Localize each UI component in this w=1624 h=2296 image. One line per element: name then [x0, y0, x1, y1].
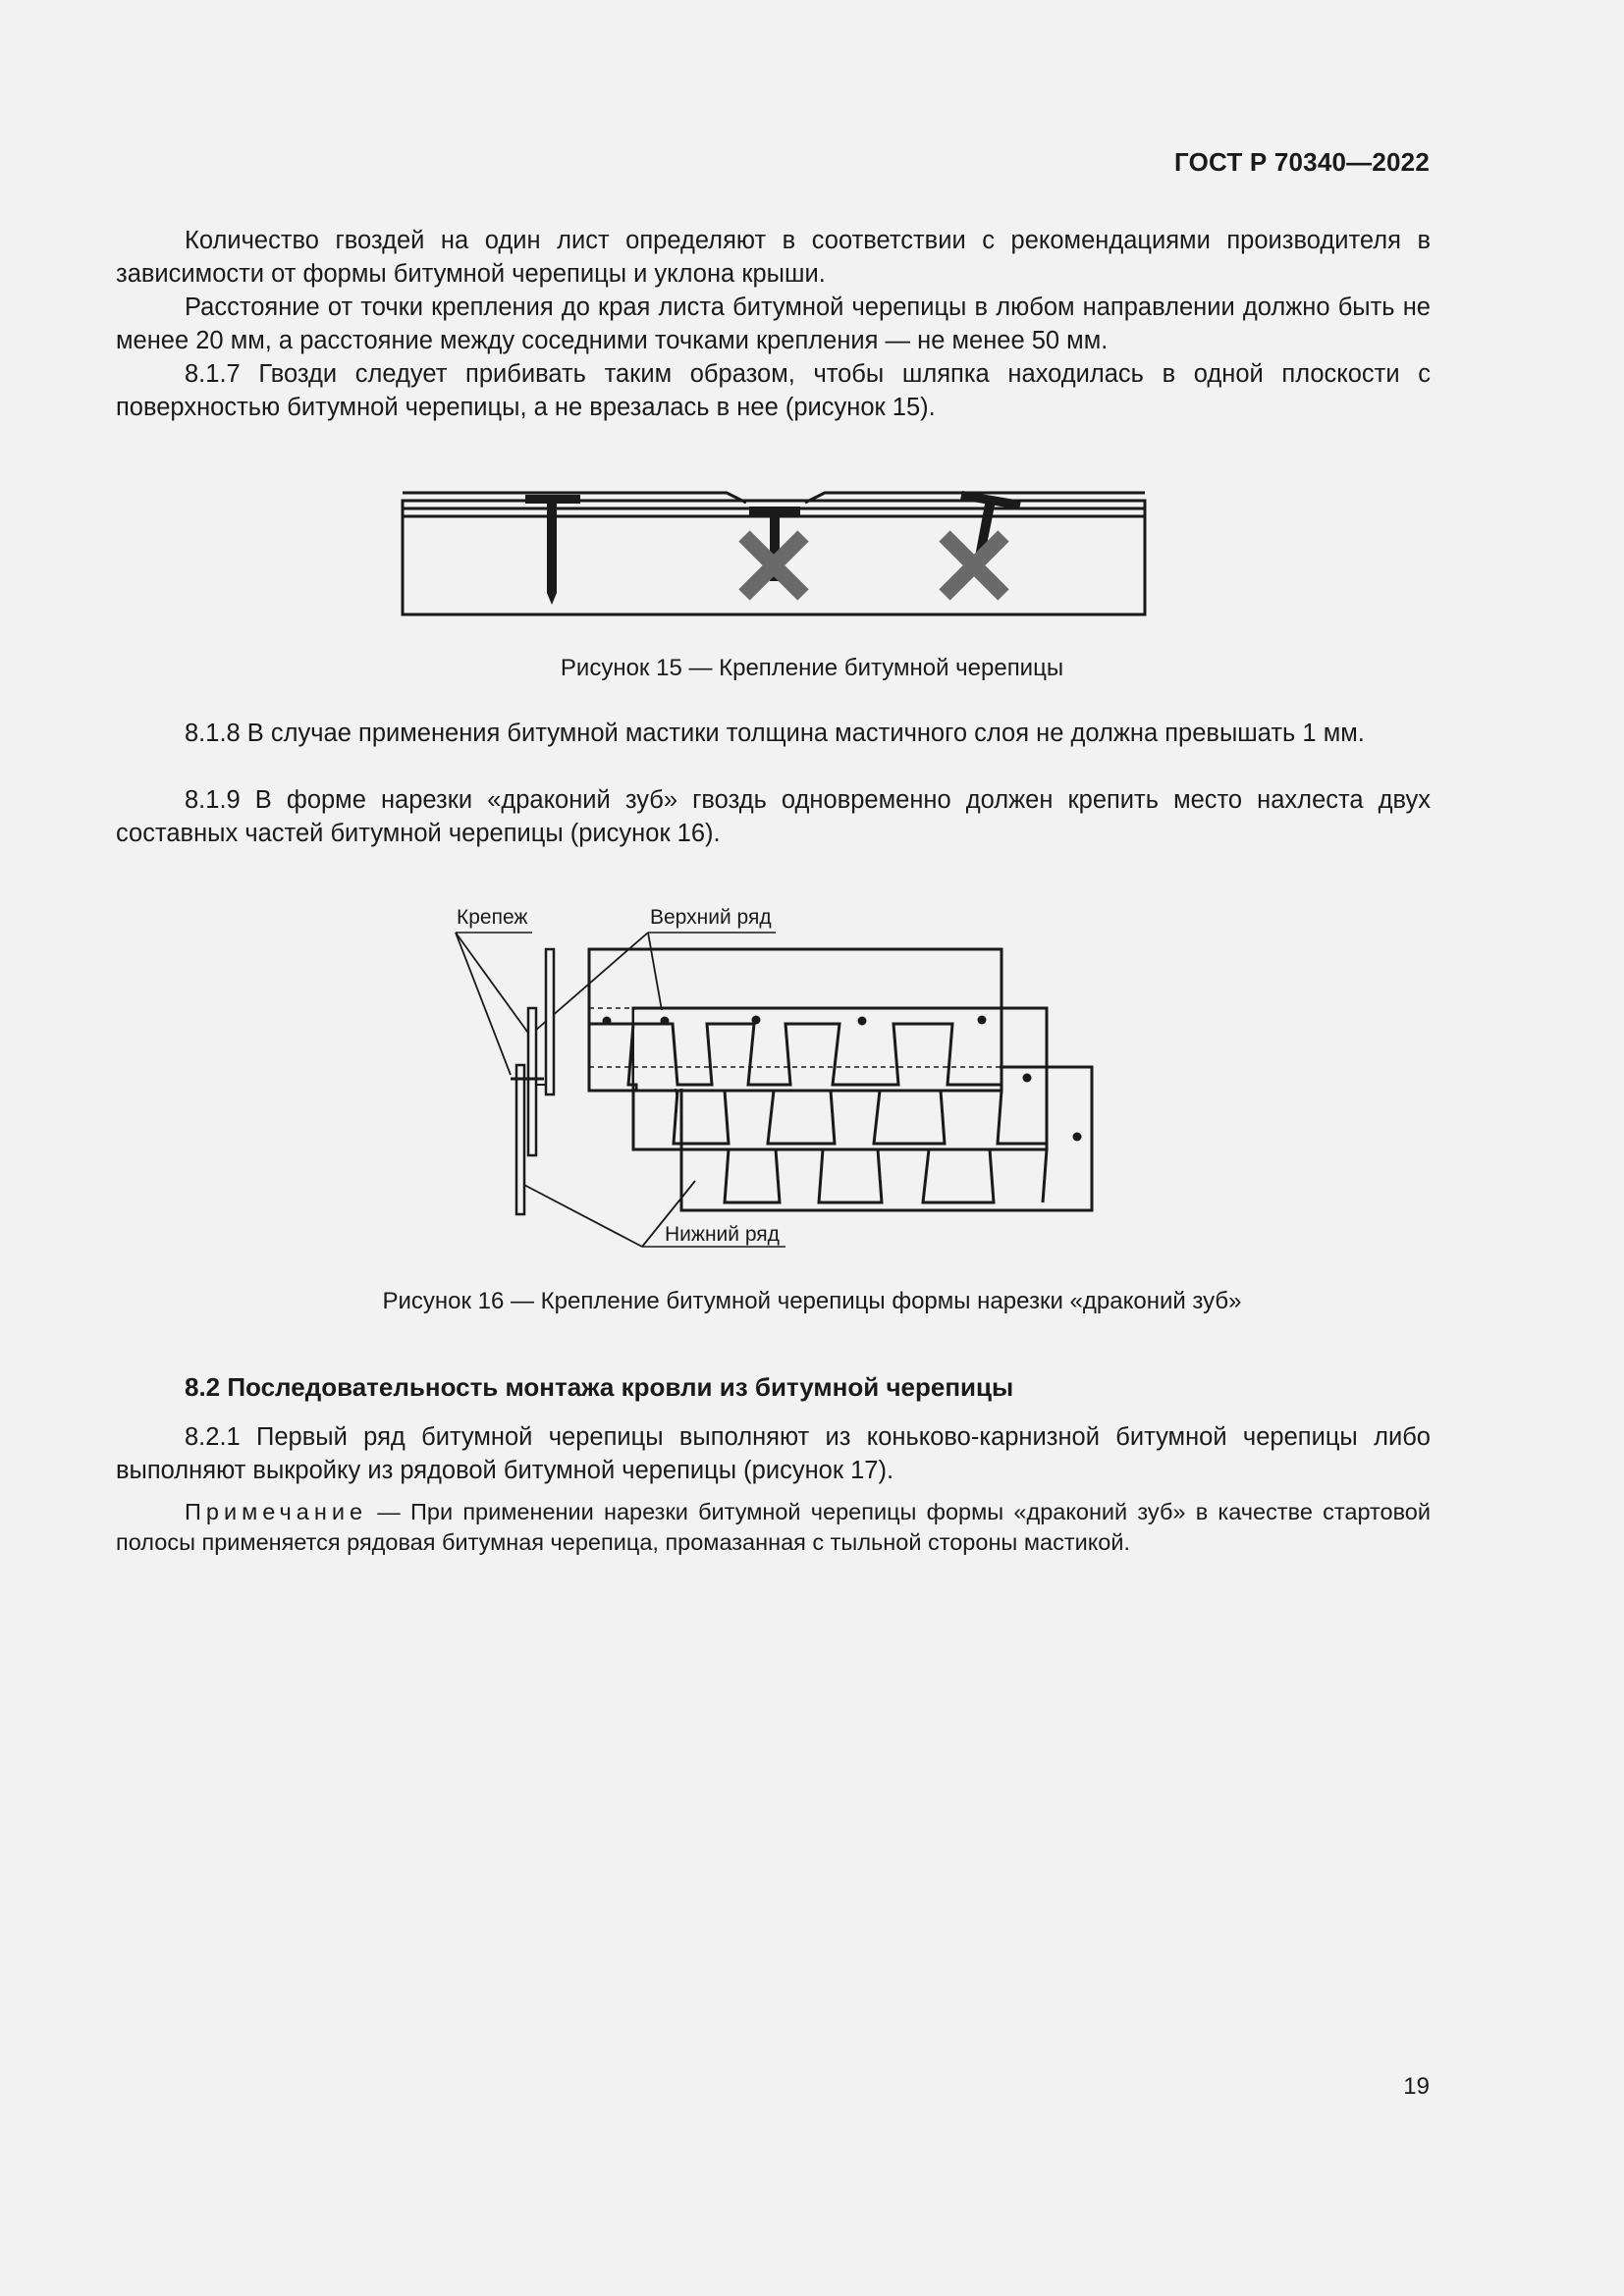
dragon-teeth-bottom — [725, 1149, 1047, 1202]
paragraph-nails-count: Количество гвоздей на один лист определяют в соответствии с рекомендациями производителя в зависимости от формы битумной черепицы и уклона крыши. — [116, 227, 1431, 288]
note-text: — При применении нарезки битумной черепицы формы «драконий зуб» в качестве стартовой полосы применяется рядовая битумная черепица, промазанная с тыльной стороны мастикой. — [116, 1499, 1431, 1555]
figure-16-diagram — [442, 898, 1110, 1256]
label-fastener: Крепеж — [457, 906, 528, 929]
note-block — [116, 1497, 1431, 1558]
figure-15-caption: Рисунок 15 — Крепление битумной черепицы — [560, 655, 1064, 681]
cross-mark-icon — [945, 536, 1003, 595]
standard-number: ГОСТ Р 70340—2022 — [1174, 147, 1430, 177]
figure-16-caption: Рисунок 16 — Крепление битумной черепицы формы нарезки «драконий зуб» — [382, 1288, 1242, 1314]
correct-nail — [525, 495, 580, 605]
section-heading-8-2: 8.2 Последовательность монтажа кровли из битумной черепицы — [185, 1372, 1014, 1402]
paragraph-8-1-7: 8.1.7 Гвозди следует прибивать таким образом, чтобы шляпка находилась в одной плоскости с поверхностью битумной черепицы, а не врезалась в нее (рисунок 15). — [116, 360, 1431, 421]
paragraph-distance: Расстояние от точки крепления до края листа битумной черепицы в любом направлении должно быть не менее 20 мм, а расстояние между соседними точками крепления — не менее 50 мм. — [116, 294, 1431, 354]
side-view — [511, 949, 554, 1214]
label-top-row: Верхний ряд — [650, 906, 772, 929]
label-bottom-row: Нижний ряд — [665, 1223, 780, 1246]
paragraph-8-1-9: 8.1.9 В форме нарезки «драконий зуб» гвоздь одновременно должен крепить место нахлеста двух составных частей битумной черепицы (рисунок 16). — [116, 786, 1431, 847]
paragraph-8-1-8: 8.1.8 В случае применения битумной мастики толщина мастичного слоя не должна превышать 1 мм. — [185, 720, 1365, 747]
note-label: Примечание — [185, 1499, 368, 1524]
paragraph-8-2-1: 8.2.1 Первый ряд битумной черепицы выполняют из коньково-карнизной битумной черепицы либо выполняют выкройку из рядовой битумной черепицы (рисунок 17). — [116, 1423, 1431, 1484]
figure-15-diagram — [393, 479, 1159, 626]
page-number: 19 — [1403, 2073, 1430, 2100]
